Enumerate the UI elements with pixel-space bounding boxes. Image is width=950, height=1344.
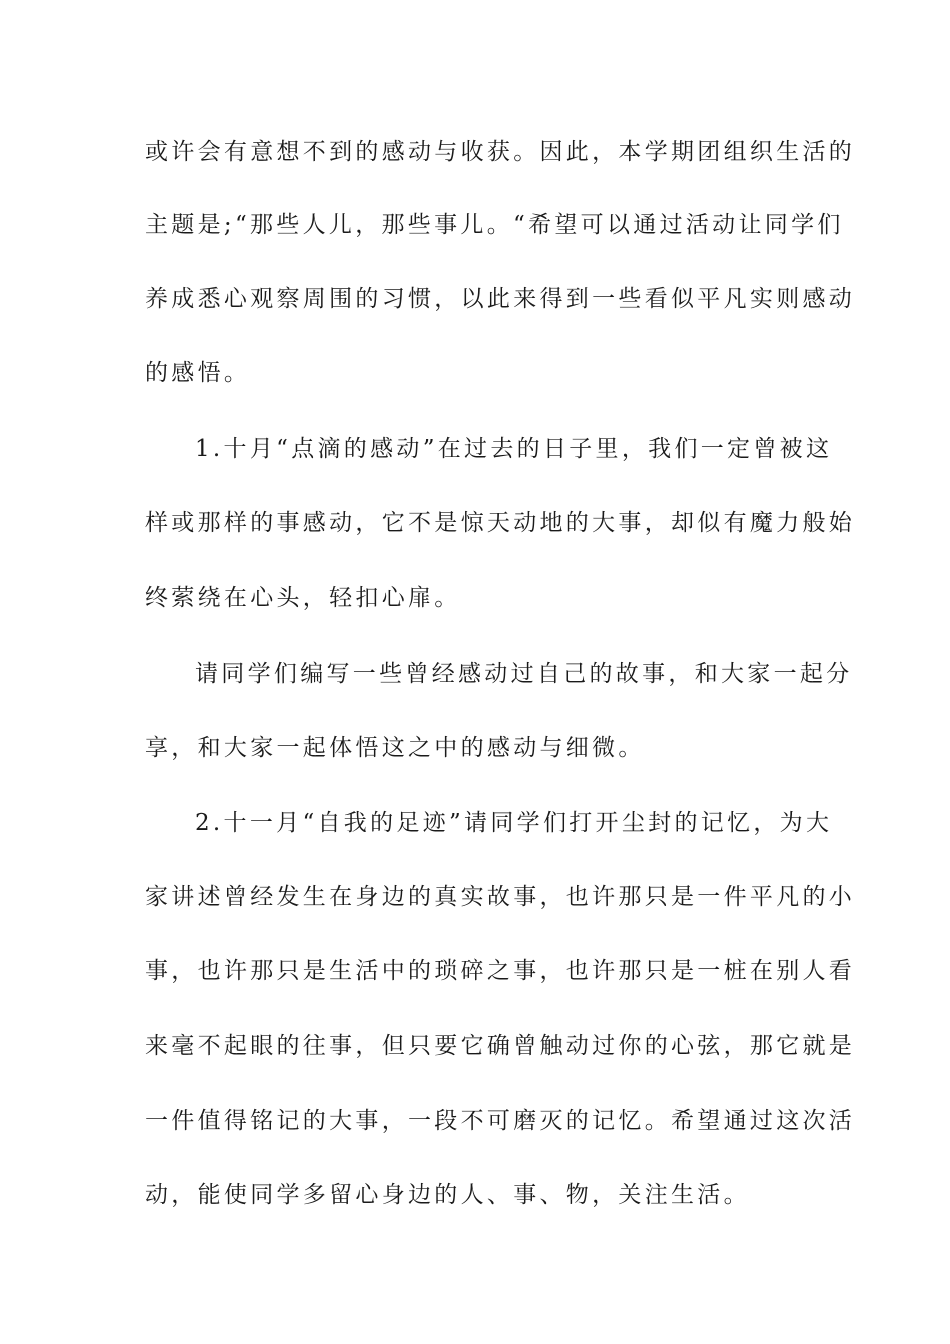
text-line-10: 2.十一月“自我的足迹”请同学们打开尘封的记忆，为大 (195, 810, 833, 836)
text-line-2: 主题是;“那些人儿，那些事儿。“希望可以通过活动让同学们 (145, 212, 844, 238)
text-line-7: 终萦绕在心头，轻扣心扉。 (145, 585, 461, 611)
text-line-11: 家讲述曾经发生在身边的真实故事，也许那只是一件平凡的小 (145, 884, 856, 910)
text-line-6: 样或那样的事感动，它不是惊天动地的大事，却似有魔力般始 (145, 510, 856, 536)
text-line-5: 1.十月“点滴的感动”在过去的日子里，我们一定曾被这 (195, 436, 833, 462)
text-line-1: 或许会有意想不到的感动与收获。因此，本学期团组织生活的 (145, 139, 856, 165)
text-line-8: 请同学们编写一些曾经感动过自己的故事，和大家一起分 (195, 661, 853, 687)
text-line-13: 来毫不起眼的往事，但只要它确曾触动过你的心弦，那它就是 (145, 1033, 856, 1059)
text-line-15: 动，能使同学多留心身边的人、事、物，关注生活。 (145, 1182, 750, 1208)
text-line-3: 养成悉心观察周围的习惯，以此来得到一些看似平凡实则感动 (145, 286, 856, 312)
text-line-14: 一件值得铭记的大事，一段不可磨灭的记忆。希望通过这次活 (145, 1108, 856, 1134)
text-line-12: 事，也许那只是生活中的琐碎之事，也许那只是一桩在别人看 (145, 958, 856, 984)
text-line-9: 享，和大家一起体悟这之中的感动与细微。 (145, 735, 645, 761)
text-line-4: 的感悟。 (145, 360, 251, 386)
